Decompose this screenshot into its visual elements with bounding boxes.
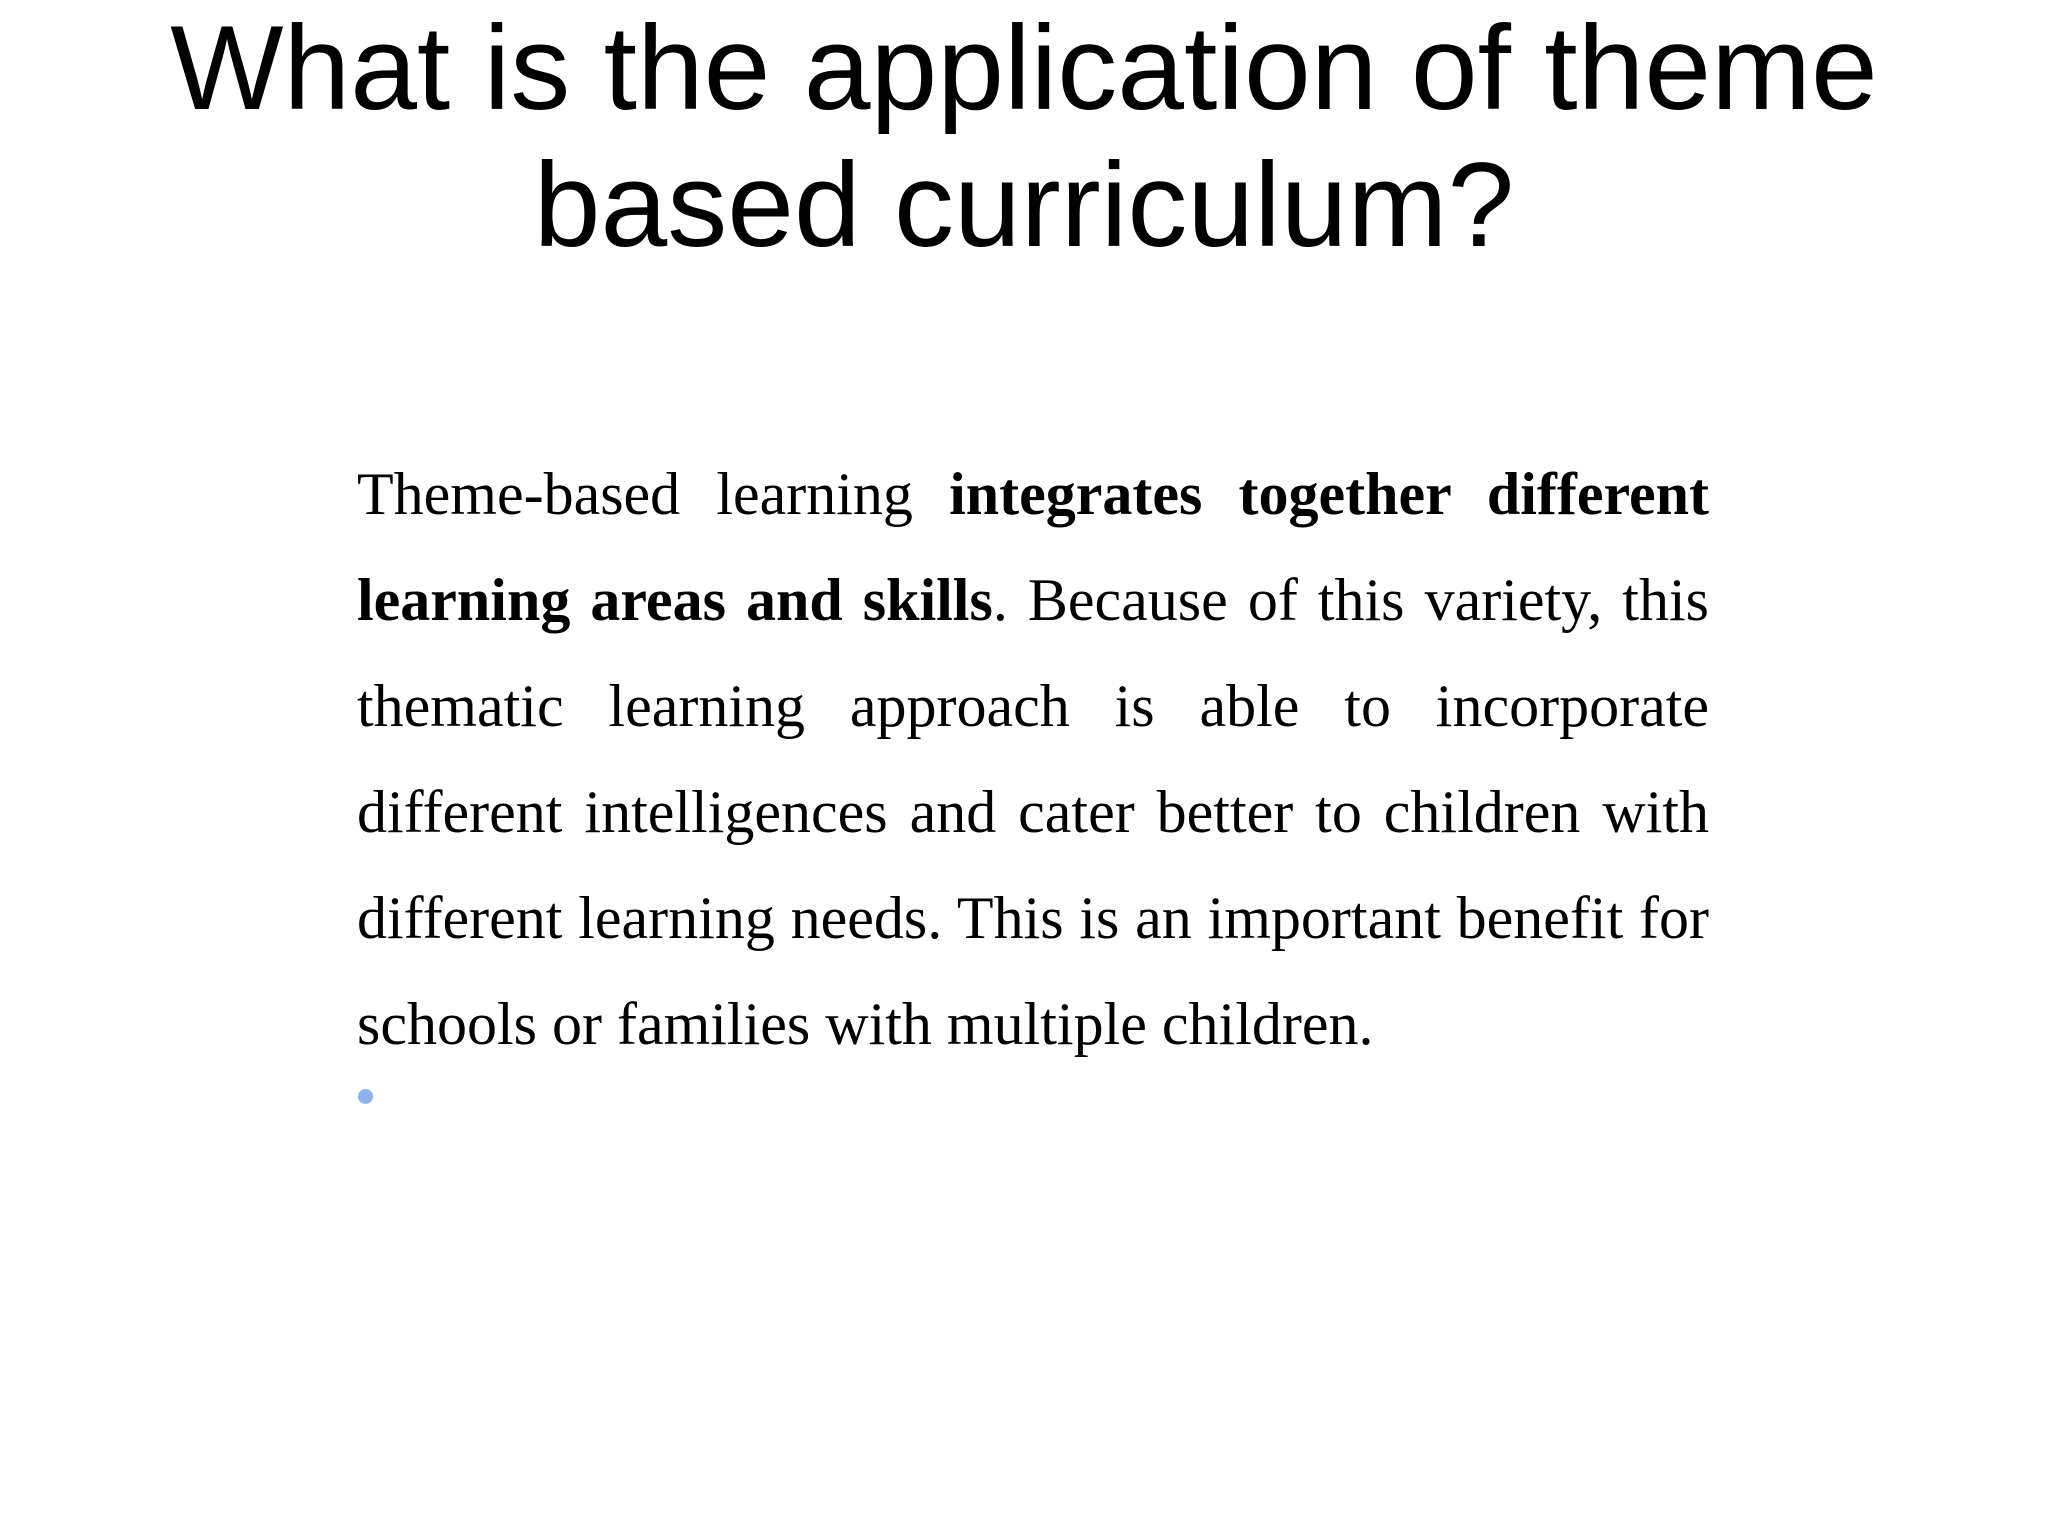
slide-title [150,0,1898,274]
slide-title-line-1: What is the application of theme [170,1,1878,135]
body-text-rest: . Because of this variety, this thematic learning approach is able to incorporate different intelligences and cater better to children with different learning needs. This is an important benefit for schools or families with multiple children. [357,567,1709,1057]
body-paragraph [357,441,1709,1077]
slide-title-line-2: based curriculum? [533,138,1515,272]
body-text-intro: Theme-based learning [357,461,950,527]
empty-bullet-point [358,1089,373,1104]
body-text-bold-phrase: integrates together different learning areas and skills [357,461,1709,633]
